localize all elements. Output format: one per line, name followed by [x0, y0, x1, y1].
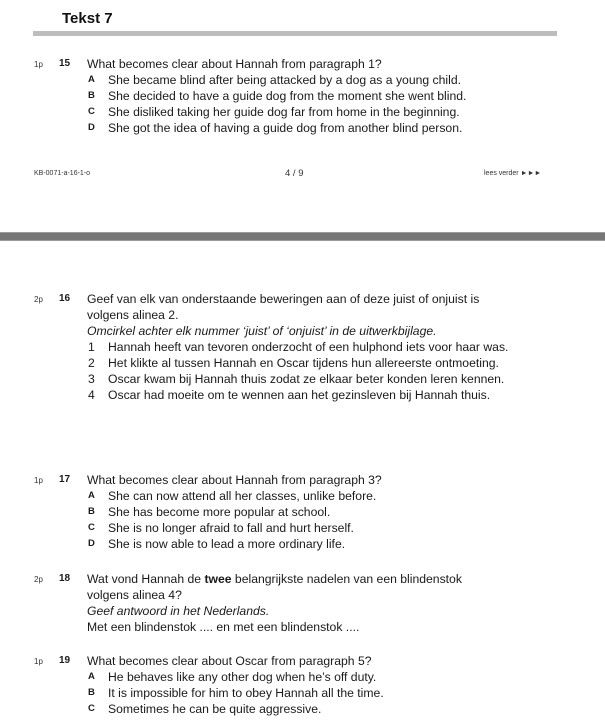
- question-body: [87, 653, 547, 717]
- option-text: She can now attend all her classes, unlike before.: [108, 489, 377, 503]
- option-a: [87, 488, 547, 504]
- section-divider: [33, 31, 557, 36]
- option-letter: D: [88, 538, 95, 549]
- option-b: [87, 504, 547, 520]
- option-letter: A: [88, 74, 95, 85]
- prompt-text: belangrijkste nadelen van een blindenstok: [231, 572, 462, 586]
- question-instruction: Omcirkel achter elk nummer ‘juist’ of ‘onjuist’ in de uitwerkbijlage.: [87, 324, 437, 338]
- question-body: [87, 472, 547, 552]
- question-prompt: What becomes clear about Hannah from paragraph 3?: [87, 473, 382, 487]
- option-letter: A: [88, 671, 95, 682]
- option-text: He behaves like any other dog when he’s off duty.: [108, 670, 377, 684]
- option-letter: C: [88, 106, 95, 117]
- question-prompt-line-1: Geef van elk van onderstaande beweringen aan of deze juist of onjuist is: [87, 292, 480, 306]
- question-number: 18: [59, 573, 71, 584]
- option-d: [87, 536, 547, 552]
- question-prompt: What becomes clear about Oscar from paragraph 5?: [87, 654, 372, 668]
- prompt-text: Wat vond Hannah de: [87, 572, 205, 586]
- option-a: [87, 669, 547, 685]
- option-text: She disliked taking her guide dog far from home in the beginning.: [108, 105, 460, 119]
- statement-3: [87, 371, 548, 387]
- statement-number: 2: [88, 356, 95, 370]
- question-points: 2p: [34, 295, 43, 304]
- continue-label: lees verder ►►►: [484, 170, 542, 177]
- question-body: [87, 291, 547, 403]
- question-instruction: Geef antwoord in het Nederlands.: [87, 604, 270, 618]
- option-c: [87, 520, 547, 536]
- statement-text: Oscar kwam bij Hannah thuis zodat ze elkaar beter konden leren kennen.: [108, 372, 505, 386]
- question-points: 1p: [34, 657, 43, 666]
- statement-text: Hannah heeft van tevoren onderzocht of een hulphond iets voor haar was.: [108, 340, 509, 354]
- option-b: [87, 685, 547, 701]
- option-letter: C: [88, 703, 95, 714]
- question-prompt-line-2: volgens alinea 2.: [87, 308, 179, 322]
- statement-1: [87, 339, 548, 355]
- option-text: She got the idea of having a guide dog from another blind person.: [108, 121, 463, 135]
- question-prompt: What becomes clear about Hannah from paragraph 1?: [87, 57, 382, 71]
- question-points: 2p: [34, 575, 43, 584]
- option-letter: B: [88, 90, 95, 101]
- option-letter: B: [88, 506, 95, 517]
- question-body: [87, 571, 547, 635]
- option-c: [87, 104, 547, 120]
- question-number: 17: [59, 474, 71, 485]
- option-letter: A: [88, 490, 95, 501]
- option-text: It is impossible for him to obey Hannah all the time.: [108, 686, 384, 700]
- option-text: She became blind after being attacked by a dog as a young child.: [108, 73, 461, 87]
- option-text: She decided to have a guide dog from the moment she went blind.: [108, 89, 467, 103]
- question-number: 15: [59, 58, 71, 69]
- statement-number: 1: [88, 340, 95, 354]
- option-letter: C: [88, 522, 95, 533]
- option-b: [87, 88, 547, 104]
- question-number: 19: [59, 655, 71, 666]
- option-a: [87, 72, 547, 88]
- question-prompt-line-2: volgens alinea 4?: [87, 588, 182, 602]
- page-4: [0, 0, 605, 232]
- page-break: [0, 232, 605, 241]
- question-points: 1p: [34, 60, 43, 69]
- statement-number: 4: [88, 388, 95, 402]
- option-text: She is no longer afraid to fall and hurt herself.: [108, 521, 354, 535]
- answer-template: Met een blindenstok .... en met een blindenstok ....: [87, 620, 360, 634]
- page-5: [0, 241, 605, 720]
- option-d: [87, 120, 547, 136]
- question-points: 1p: [34, 476, 43, 485]
- option-text: She is now able to lead a more ordinary life.: [108, 537, 346, 551]
- option-letter: B: [88, 687, 95, 698]
- statement-2: [87, 355, 548, 371]
- statement-text: Oscar had moeite om te wennen aan het gezinsleven bij Hannah thuis.: [108, 388, 491, 402]
- option-text: Sometimes he can be quite aggressive.: [108, 702, 322, 716]
- page-number: 4 / 9: [285, 168, 304, 179]
- document-code: KB-0071-a-16-1-o: [34, 170, 91, 177]
- question-body: [87, 56, 547, 136]
- option-letter: D: [88, 122, 95, 133]
- statement-number: 3: [88, 372, 95, 386]
- option-text: She has become more popular at school.: [108, 505, 331, 519]
- section-title: Tekst 7: [62, 10, 113, 27]
- prompt-emphasis: twee: [204, 572, 232, 586]
- question-prompt-line-1: [87, 571, 547, 587]
- option-c: [87, 701, 547, 717]
- statement-4: [87, 387, 547, 403]
- question-number: 16: [59, 293, 71, 304]
- statement-text: Het klikte al tussen Hannah en Oscar tijdens hun allereerste ontmoeting.: [108, 356, 499, 370]
